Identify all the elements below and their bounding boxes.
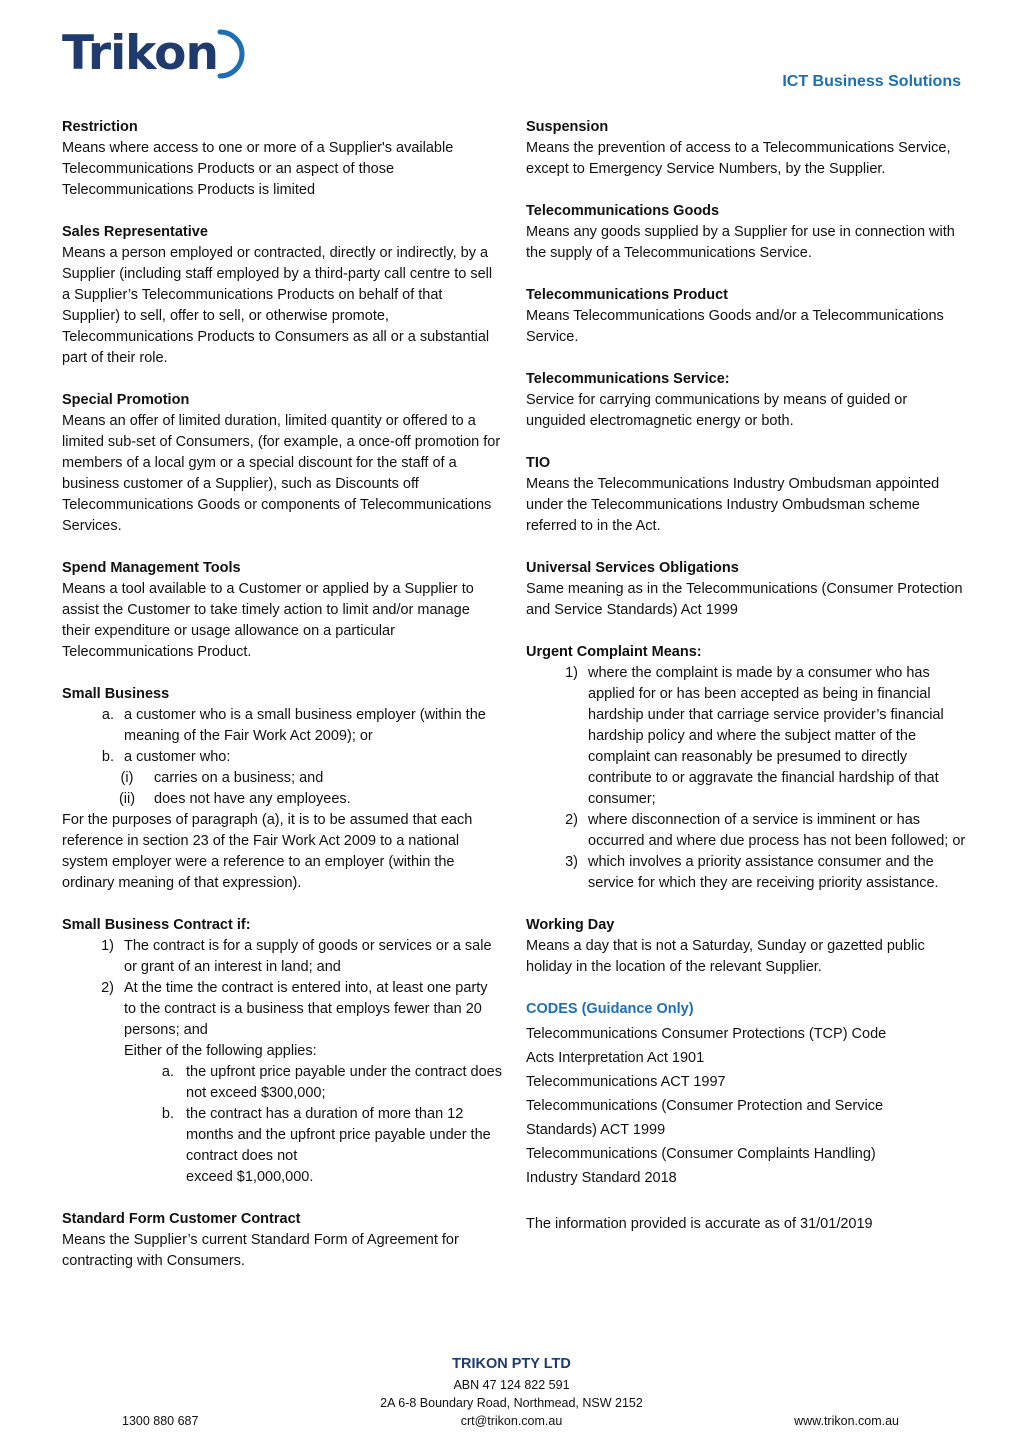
term-sales-representative [62,222,502,369]
list-marker: 3) [565,854,578,870]
term-telecommunications-service [526,369,966,432]
code-item: Acts Interpretation Act 1901 [526,1050,705,1066]
codes-list [526,1022,966,1190]
term-title: Standard Form Customer Contract [62,1211,301,1227]
list-marker: 2) [101,980,114,996]
term-title: Universal Services Obligations [526,560,739,576]
term-universal-services-obligations [526,558,966,621]
term-description: Means the Telecommunications Industry Ombudsman appointed under the Telecommunications Industry Ombudsman scheme referred to in the Act. [526,476,940,534]
list-text: does not have any employees. [154,791,351,807]
term-title: Small Business Contract if: [62,917,251,933]
contract-list [62,936,502,1188]
term-description: Means any goods supplied by a Supplier for use in connection with the supply of a Telecommunications Service. [526,224,955,261]
codes-section [526,999,966,1235]
term-description: Means an offer of limited duration, limited quantity or offered to a limited sub-set of Consumers, (for example, a once-off promotion for members of a local gym or a special discount for the staff of a business customer of a Supplier), such as Discounts off Telecommunications Goods or components of Telecommunications Services. [62,413,501,534]
list-text: where the complaint is made by a consumer who has applied for or has been accepted as being in financial hardship under that carriage service provider’s financial hardship policy and where the subject matter of the complaint can reasonably be presumed to directly contribute to or aggravate the financial hardship of that consumer; [588,665,944,807]
header-tagline: ICT Business Solutions [782,73,961,90]
code-item: Industry Standard 2018 [526,1170,677,1186]
term-title: TIO [526,455,551,471]
list-text: carries on a business; and [154,770,324,786]
list-text: At the time the contract is entered into, at least one party to the contract is a business that employs fewer than 20 persons; and [124,980,488,1038]
list-item [526,663,966,810]
list-marker: 2) [565,812,578,828]
term-title: Telecommunications Goods [526,203,720,219]
list-marker: a. [101,707,114,723]
right-column [526,117,966,1235]
list-text: exceed $1,000,000. [186,1169,314,1185]
code-item: Telecommunications (Consumer Complaints Handling) [526,1146,876,1162]
left-column [62,117,502,1293]
list-marker: 1) [101,938,114,954]
term-description: Means Telecommunications Goods and/or a Telecommunications Service. [526,308,944,345]
term-description: Means the prevention of access to a Telecommunications Service, except to Emergency Service Numbers, by the Supplier. [526,140,951,177]
list-marker: 1) [565,665,578,681]
urgent-complaint-list [526,663,966,894]
list-item [62,789,502,810]
company-logo [62,26,262,84]
list-text: the upfront price payable under the contract does not exceed $300,000; [186,1064,502,1101]
list-item [62,768,502,789]
term-restriction [62,117,502,201]
term-title: Sales Representative [62,224,208,240]
list-item [62,978,502,1041]
term-title: Urgent Complaint Means: [526,644,702,660]
term-note: For the purposes of paragraph (a), it is to be assumed that each reference in section 23 of the Fair Work Act 2009 to a national system employer were a reference to an employer (within the ordinary meaning of that expression). [62,812,473,891]
term-description: Means where access to one or more of a Supplier's available Telecommunications Products or an aspect of those Telecommunications Products is limited [62,140,454,198]
term-special-promotion [62,390,502,537]
list-item [526,852,966,894]
term-telecommunications-goods [526,201,966,264]
logo-wordmark: Trikon [62,26,218,81]
logo-swoosh-icon [212,26,262,82]
term-title: Small Business [62,686,170,702]
small-business-list [62,705,502,810]
list-marker: b. [101,749,114,765]
term-standard-form-contract [62,1209,502,1272]
term-title: Special Promotion [62,392,190,408]
term-description: Means a person employed or contracted, directly or indirectly, by a Supplier (including staff employed by a third-party call centre to sell a Supplier’s Telecommunications Products on behalf of that Supplier) to sell, offer to sell, or otherwise promote, Telecommunications Products to Consumers as all or a substantial part of their role. [62,245,493,366]
term-telecommunications-product [526,285,966,348]
list-text: the contract has a duration of more than 12 months and the upfront price payable under the contract does not [186,1106,491,1164]
footer-email-link[interactable]: crt@trikon.com.au [460,1414,563,1428]
list-text: a customer who: [124,749,231,765]
footer-website-link[interactable]: www.trikon.com.au [794,1414,899,1428]
list-text: The contract is for a supply of goods or services or a sale or grant of an interest in land; and [124,938,492,975]
list-marker: (ii) [118,791,136,807]
code-item: Telecommunications ACT 1997 [526,1074,726,1090]
term-description: Means a tool available to a Customer or applied by a Supplier to assist the Customer to take timely action to limit and/or manage their expenditure or usage allowance on a particular Telecommunications Product. [62,581,474,660]
term-spend-management-tools [62,558,502,663]
term-title: Spend Management Tools [62,560,241,576]
list-text: where disconnection of a service is imminent or has occurred and where due process has not been followed; or [588,812,966,849]
term-title: Suspension [526,119,609,135]
footer-abn: ABN 47 124 822 591 [453,1378,570,1392]
term-title: Working Day [526,917,615,933]
code-item: Telecommunications Consumer Protections (TCP) Code [526,1026,887,1042]
accuracy-statement: The information provided is accurate as of 31/01/2019 [526,1216,873,1232]
list-marker: (i) [120,770,134,786]
code-item: Telecommunications (Consumer Protection and Service [526,1098,884,1114]
term-title: Telecommunications Service: [526,371,730,387]
term-title: Restriction [62,119,138,135]
codes-title: CODES (Guidance Only) [526,1001,694,1017]
list-item [62,1104,502,1188]
list-text: which involves a priority assistance consumer and the service for which they are receiving priority assistance. [588,854,939,891]
term-small-business-contract [62,915,502,1188]
list-marker: a. [161,1064,174,1080]
footer-company-name: TRIKON PTY LTD [452,1356,571,1372]
term-working-day [526,915,966,978]
list-item [62,747,502,768]
code-item: Standards) ACT 1999 [526,1122,666,1138]
term-urgent-complaint [526,642,966,894]
term-title: Telecommunications Product [526,287,728,303]
term-small-business [62,684,502,894]
list-item [526,810,966,852]
term-suspension [526,117,966,180]
list-item [62,705,502,747]
list-item [62,936,502,978]
term-description: Service for carrying communications by means of guided or unguided electromagnetic energy or both. [526,392,908,429]
term-description: Same meaning as in the Telecommunications (Consumer Protection and Service Standards) Act 1999 [526,581,963,618]
list-continuation: Either of the following applies: [124,1043,317,1059]
list-marker: b. [161,1106,174,1122]
list-item [62,1062,502,1104]
term-description: Means the Supplier’s current Standard Form of Agreement for contracting with Consumers. [62,1232,459,1269]
footer-phone[interactable]: 1300 880 687 [122,1414,199,1428]
footer-address: 2A 6-8 Boundary Road, Northmead, NSW 2152 [380,1396,643,1410]
term-description: Means a day that is not a Saturday, Sunday or gazetted public holiday in the location of the relevant Supplier. [526,938,925,975]
term-tio [526,453,966,537]
list-text: a customer who is a small business employer (within the meaning of the Fair Work Act 2009); or [124,707,486,744]
